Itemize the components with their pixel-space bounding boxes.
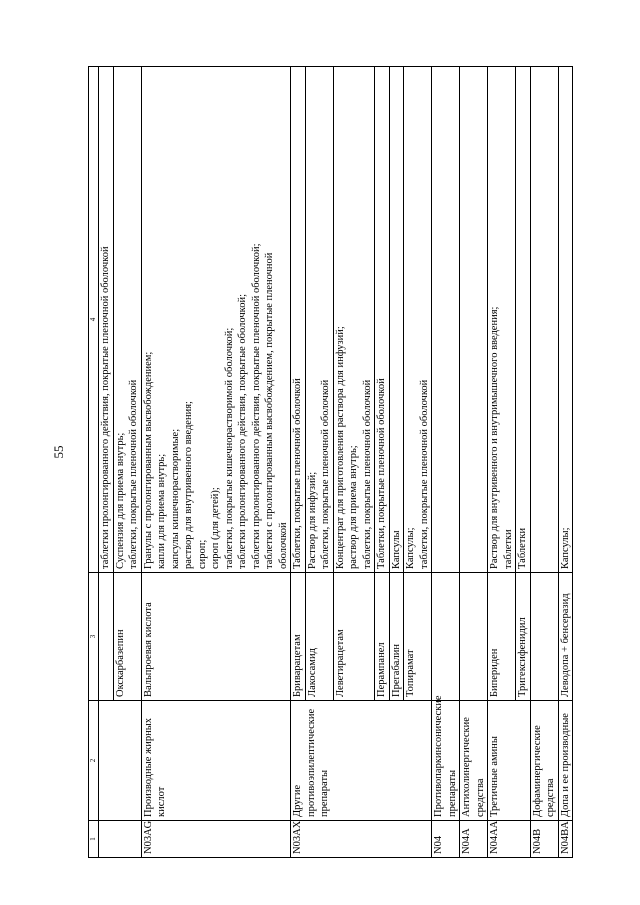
page-number: 55 xyxy=(51,445,66,459)
atc-code-cell: N04B xyxy=(530,821,558,858)
group-cell: Производные жирных кислот xyxy=(141,701,291,821)
dosage-form: таблетки, покрытые пленочной оболочкой xyxy=(320,379,331,569)
atc-code-cell: N04A xyxy=(460,821,488,858)
dosage-form: Капсулы; xyxy=(405,527,416,569)
group-cell: Дофаминергические средства xyxy=(530,701,558,821)
dosage-form: таблетки с пролонгированным высвобождением, покрытые пленочной xyxy=(264,252,275,569)
dosage-form: Гранулы с пролонгированным высвобождением; xyxy=(142,351,154,569)
dosage-form: Капсулы xyxy=(390,530,402,569)
dosage-forms-cell xyxy=(432,67,460,573)
substance-cell: Леводопа + бенсеразид xyxy=(558,573,573,701)
group-cell: Допа и ее производные xyxy=(558,701,573,821)
table-row xyxy=(460,67,488,858)
substance-cell xyxy=(530,573,558,701)
dosage-form: Таблетки xyxy=(517,527,528,569)
dosage-form: Концентрат для приготовления раствора для инфузий; xyxy=(334,326,346,569)
atc-code-cell: N03AX xyxy=(291,821,432,858)
column-number: 4 xyxy=(89,67,99,573)
dosage-forms-cell xyxy=(291,67,306,573)
dosage-form: Суспензия для приема внутрь; xyxy=(114,432,126,569)
dosage-form: таблетки, покрытые пленочной оболочкой xyxy=(361,379,373,569)
dosage-form: таблетки, покрытые пленочной оболочкой xyxy=(128,379,139,569)
substance-cell: Тригексифенидил xyxy=(516,573,531,701)
dosage-form: Раствор для внутривенного и внутримышечного введения; xyxy=(489,306,500,569)
substance-cell: Бипериден xyxy=(488,573,516,701)
table-row xyxy=(99,67,114,858)
substance-cell: Лакосамид xyxy=(305,573,333,701)
group-cell: Противопаркинсонические препараты xyxy=(432,701,460,821)
group-cell: Антихолинергические средства xyxy=(460,701,488,821)
substance-cell xyxy=(99,573,114,701)
atc-code-cell xyxy=(99,821,142,858)
atc-code-cell: N04AA xyxy=(488,821,531,858)
dosage-form: оболочкой xyxy=(277,522,289,569)
dosage-form: Капсулы; xyxy=(559,527,571,569)
dosage-form: таблетки, покрытые кишечнорастворимой оболочкой; xyxy=(223,327,235,569)
dosage-forms-cell xyxy=(141,67,291,573)
substance-cell: Леветирацетам xyxy=(333,573,375,701)
dosage-form: сироп (для детей); xyxy=(210,487,221,569)
column-number-row xyxy=(89,67,99,858)
table-row xyxy=(488,67,516,858)
dosage-forms-cell xyxy=(389,67,404,573)
dosage-forms-cell xyxy=(404,67,432,573)
dosage-form: таблетки xyxy=(502,529,514,569)
column-number: 2 xyxy=(89,701,99,821)
substance-cell: Бриварацетам xyxy=(291,573,306,701)
substance-cell xyxy=(460,573,488,701)
dosage-forms-cell xyxy=(113,67,141,573)
substance-cell: Топирамат xyxy=(404,573,432,701)
dosage-form: сироп; xyxy=(196,539,208,569)
dosage-form: Таблетки, покрытые пленочной оболочкой xyxy=(292,378,303,569)
table-row xyxy=(530,67,558,858)
dosage-form: капсулы кишечнорастворимые; xyxy=(169,428,181,569)
dosage-forms-cell xyxy=(375,67,390,573)
table-row xyxy=(141,67,291,858)
substance-cell: Перампанел xyxy=(375,573,390,701)
atc-code-cell: N04 xyxy=(432,821,460,858)
dosage-form: таблетки пролонгированного действия, покрытые пленочной оболочкой xyxy=(100,246,111,569)
dosage-forms-cell xyxy=(99,67,114,573)
dosage-forms-cell xyxy=(305,67,333,573)
dosage-forms-cell xyxy=(530,67,558,573)
substance-cell: Окскарбазепин xyxy=(113,573,141,701)
table-row xyxy=(291,67,306,858)
rotated-table-wrapper xyxy=(88,66,626,858)
dosage-form: таблетки пролонгированного действия, покрытые оболочкой; xyxy=(237,294,248,569)
dosage-form: Таблетки, покрытые пленочной оболочкой xyxy=(376,378,387,569)
drug-table xyxy=(88,66,573,858)
group-cell: Другие противоэпилептические препараты xyxy=(291,701,432,821)
dosage-form: таблетки пролонгированного действия, покрытые пленочной оболочкой; xyxy=(250,243,262,569)
substance-cell: Прегабалин xyxy=(389,573,404,701)
column-number: 1 xyxy=(89,821,99,858)
dosage-form: капли для приема внутрь; xyxy=(156,453,167,569)
dosage-forms-cell xyxy=(333,67,375,573)
dosage-forms-cell xyxy=(488,67,516,573)
dosage-forms-cell xyxy=(516,67,531,573)
dosage-form: раствор для внутривенного введения; xyxy=(183,401,194,569)
dosage-form: таблетки, покрытые пленочной оболочкой xyxy=(418,379,430,569)
substance-cell: Вальпроевая кислота xyxy=(141,573,291,701)
dosage-form: раствор для приема внутрь; xyxy=(348,445,359,569)
dosage-forms-cell xyxy=(460,67,488,573)
dosage-forms-cell xyxy=(558,67,573,573)
column-number: 3 xyxy=(89,573,99,701)
group-cell: Третичные амины xyxy=(488,701,531,821)
table-row xyxy=(432,67,460,858)
atc-code-cell: N03AG xyxy=(141,821,291,858)
dosage-form: Раствор для инфузий; xyxy=(306,471,318,569)
atc-code-cell: N04BA xyxy=(558,821,573,858)
substance-cell xyxy=(432,573,460,701)
group-cell xyxy=(99,701,142,821)
table-row xyxy=(558,67,573,858)
